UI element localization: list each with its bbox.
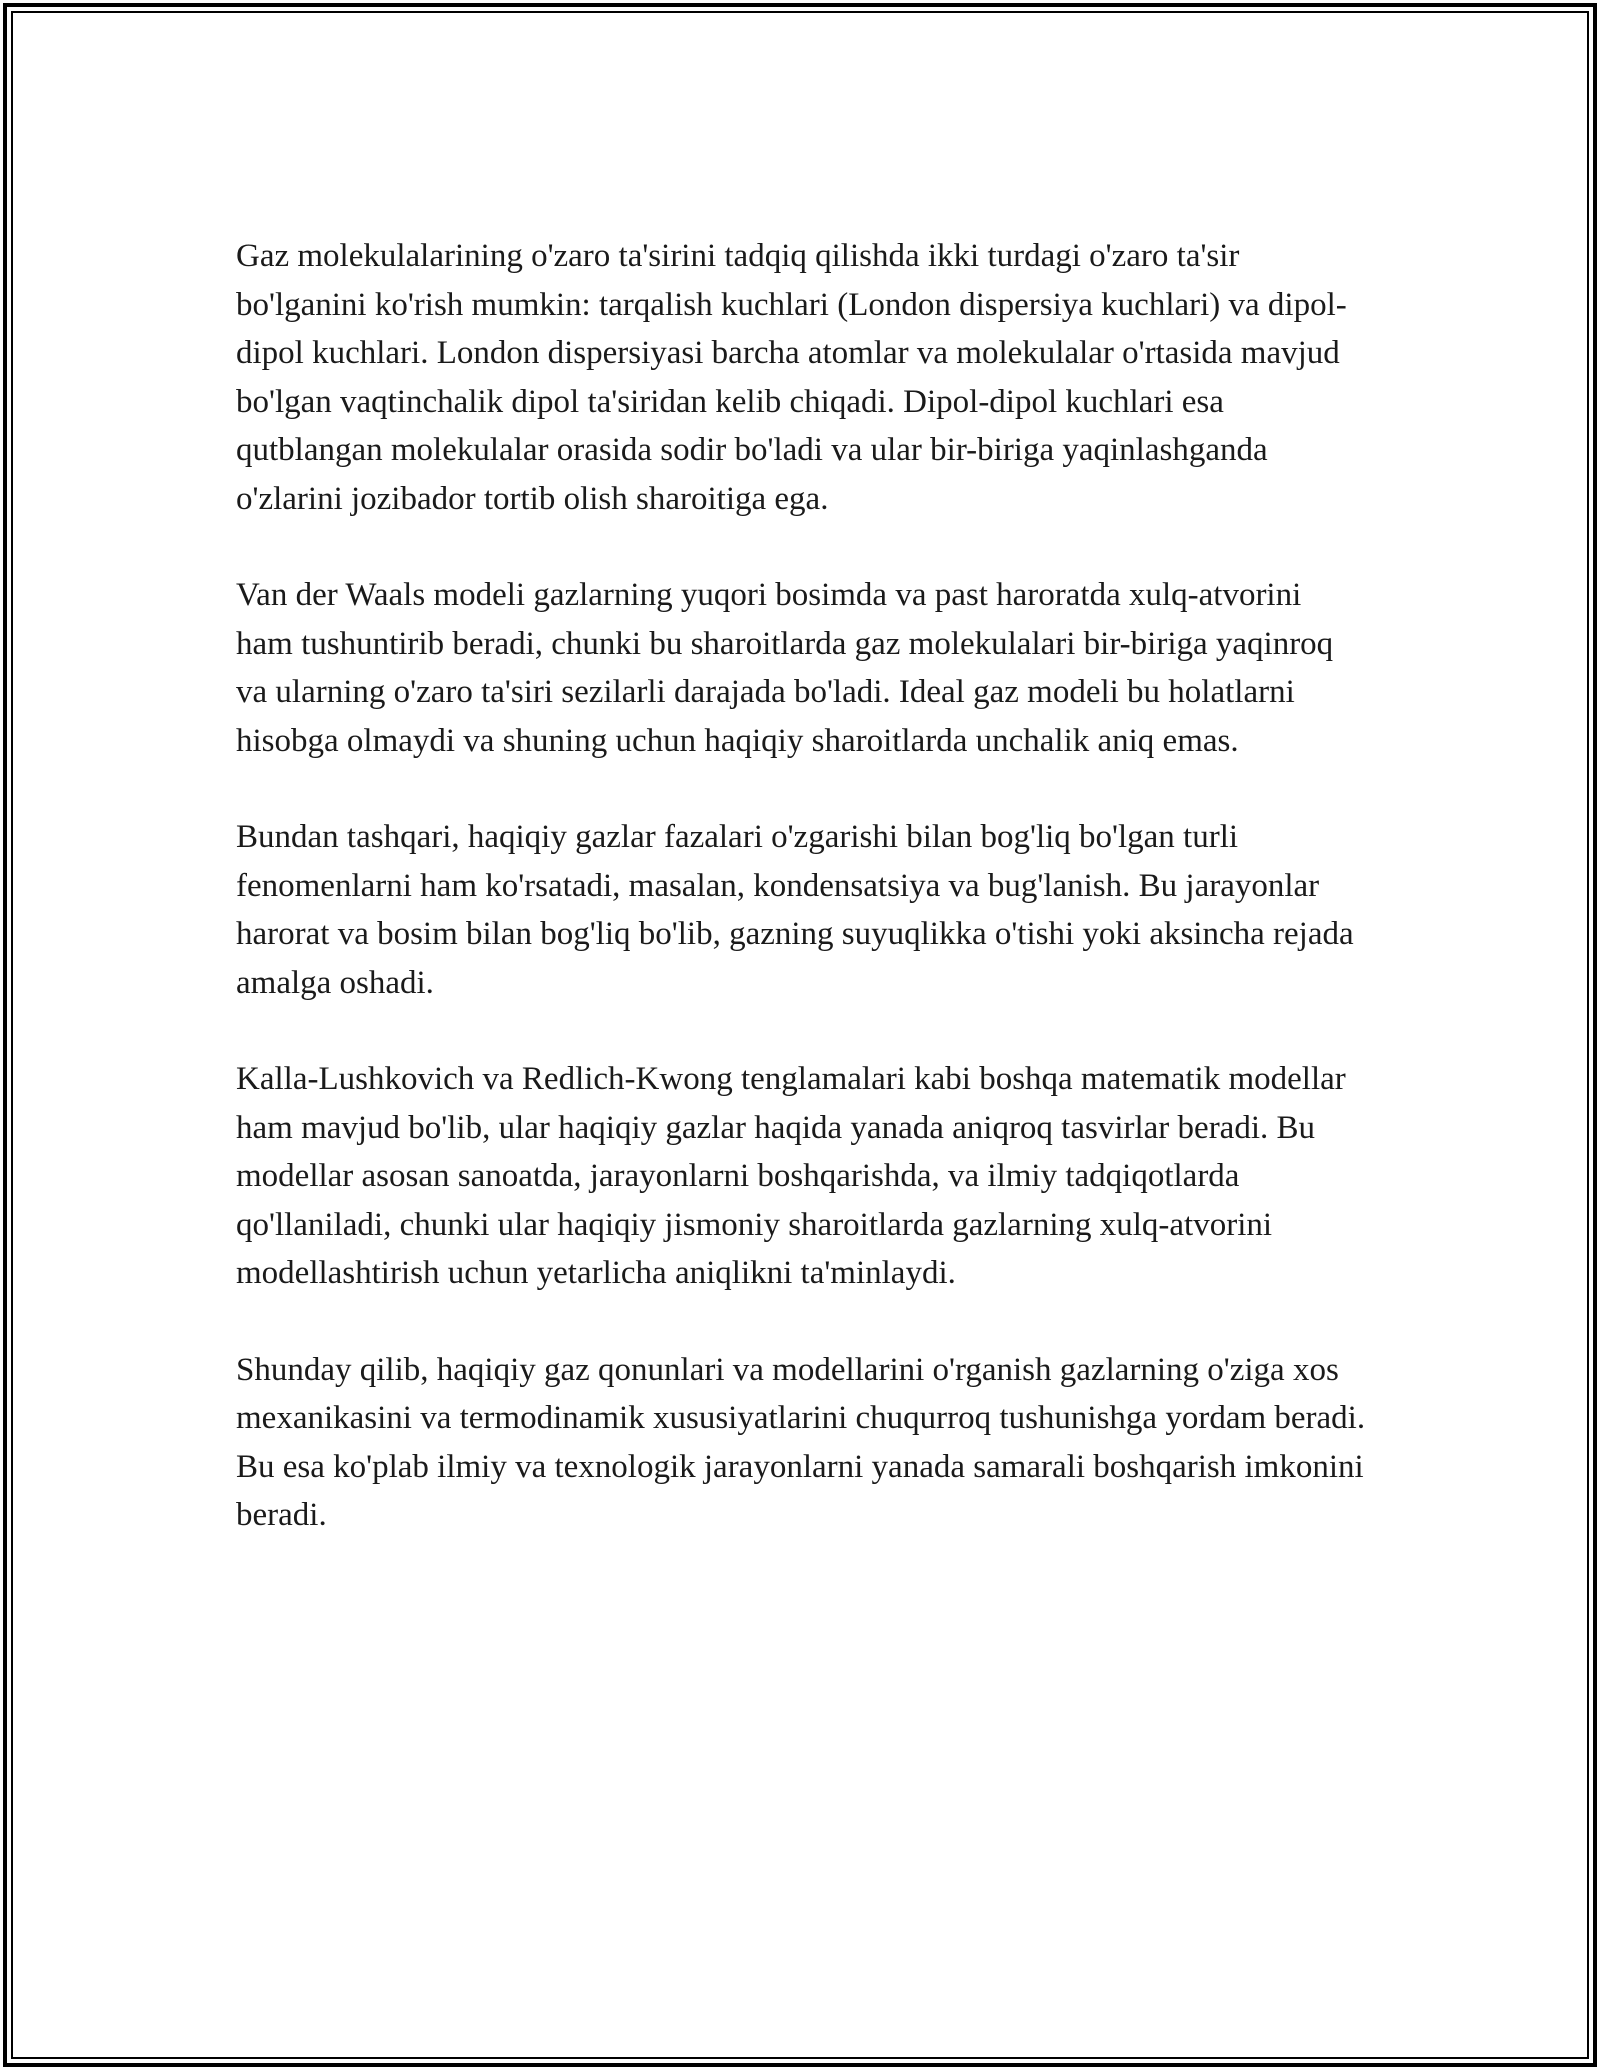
paragraph-1: Gaz molekulalarining o'zaro ta'sirini tadqiq qilishda ikki turdagi o'zaro ta'sir bo'lganini ko'rish mumkin: tarqalish kuchlari (London dispersiya kuchlari) va dipol-dipol kuchlari. London dispersiyasi barcha atomlar va molekulalar o'rtasida mavjud bo'lgan vaqtinchalik dipol ta'siridan kelib chiqadi. Dipol-dipol kuchlari esa qutblangan molekulalar orasida sodir bo'ladi va ular bir-biriga yaqinlashganda o'zlarini jozibador tortib olish sharoitiga ega.	[236, 238, 1347, 517]
paragraph-2: Van der Waals modeli gazlarning yuqori bosimda va past haroratda xulq-atvorini ham tushuntirib beradi, chunki bu sharoitlarda gaz molekulalari bir-biriga yaqinroq va ularning o'zaro ta'siri sezilarli darajada bo'ladi. Ideal gaz modeli bu holatlarni hisobga olmaydi va shuning uchun haqiqiy sharoitlarda unchalik aniq emas.	[236, 577, 1334, 759]
paragraph-5: Shunday qilib, haqiqiy gaz qonunlari va modellarini o'rganish gazlarning o'ziga xos mexanikasini va termodinamik xususiyatlarini chuqurroq tushunishga yordam beradi. Bu esa ko'plab ilmiy va texnologik jarayonlarni yanada samarali boshqarish imkonini beradi.	[236, 1351, 1366, 1533]
paragraph-3: Bundan tashqari, haqiqiy gazlar fazalari o'zgarishi bilan bog'liq bo'lgan turli fenomenlarni ham ko'rsatadi, masalan, kondensatsiya va bug'lanish. Bu jarayonlar harorat va bosim bilan bog'liq bo'lib, gazning suyuqlikka o'tishi yoki aksincha rejada amalga oshadi.	[236, 819, 1354, 1001]
document-body	[236, 232, 1366, 1588]
paragraph-4: Kalla-Lushkovich va Redlich-Kwong tenglamalari kabi boshqa matematik modellar ham mavjud bo'lib, ular haqiqiy gazlar haqida yanada aniqroq tasvirlar beradi. Bu modellar asosan sanoatda, jarayonlarni boshqarishda, va ilmiy tadqiqotlarda qo'llaniladi, chunki ular haqiqiy jismoniy sharoitlarda gazlarning xulq-atvorini modellashtirish uchun yetarlicha aniqlikni ta'minlaydi.	[236, 1061, 1346, 1291]
